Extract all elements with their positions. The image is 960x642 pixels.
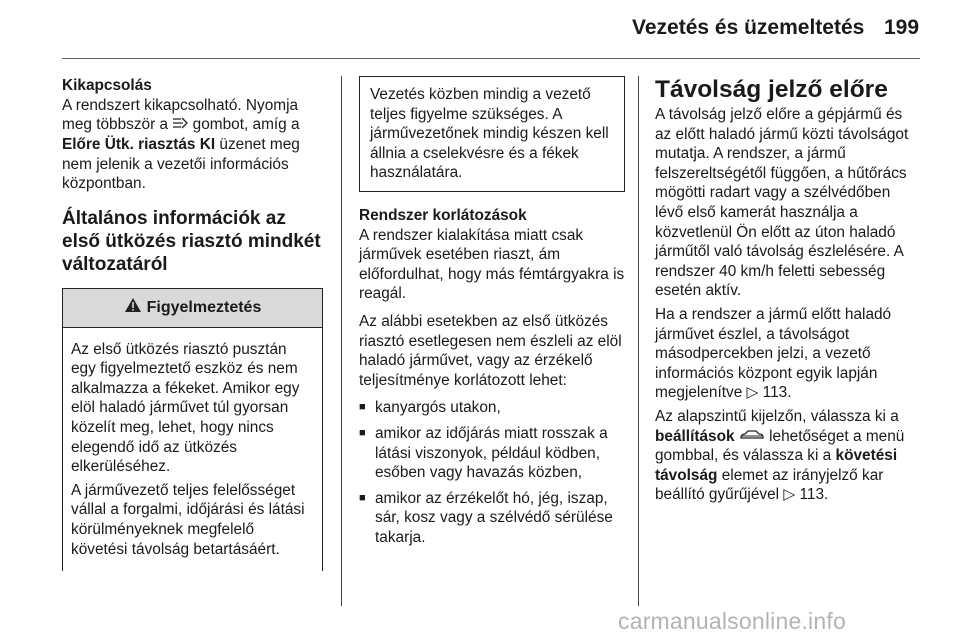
warning-paragraph-2: A járművezető teljes felelősséget vállal a forgalmi, időjárási és látási körülményeknek megfelelő követési távolság betartásáért. xyxy=(71,481,305,558)
section-heading: Általános információk az első ütközés riasztó mindkét változatáról xyxy=(62,207,321,275)
limits-list xyxy=(359,398,625,547)
kikapcsolas-heading: Kikapcsolás xyxy=(62,77,152,94)
kikapcsolas-message: Előre Ütk. riasztás KI xyxy=(62,135,216,153)
page-header-title: Vezetés és üzemeltetés xyxy=(632,16,865,39)
distance-paragraph-1: A távolság jelző előre a gépjármű és az előtt haladó jármű közti távolságot mutatja. A rendszer, a jármű felszereltségétől függően, a hűtőrács mögötti radart vagy a szélvédőben lévő első kamerát használja a közvetlenül Ön előtt az úton haladó járműtől való távolság észlelésére. A rendszer 40 km/h feletti sebesség esetén aktív. xyxy=(655,106,909,300)
warning-box xyxy=(62,288,323,572)
warning-title: Figyelmeztetés xyxy=(146,298,262,316)
list-item: ■ amikor az érzékelőt hó, jég, iszap, sár, kosz vagy a szélvédő sérülése takarja. xyxy=(359,489,625,548)
page-number: 199 xyxy=(884,16,920,39)
page-reference-arrow-icon: ▷ xyxy=(783,486,796,504)
warning-body xyxy=(63,328,322,572)
limits-paragraph-1: A rendszer kialakítása miatt csak járművek esetében riaszt, ám előfordulhat, hogy más fémtárgyakra is reagál. xyxy=(359,226,625,303)
distance-p2-text: Ha a rendszer a jármű előtt haladó járművet észlel, a távolságot másodpercekben jelzi, a vezető információs központ egyik lapján megjelenítve xyxy=(655,305,892,402)
limits-paragraph-2: Az alábbi esetekben az első ütközés riasztó esetlegesen nem észleli az elöl haladó járművet, vagy az érzékelő teljesítménye korlátozott lehet: xyxy=(359,312,622,389)
column-divider-2 xyxy=(638,76,639,606)
distance-p3-text-b: lehetőséget a menü gombbal, és válassza ki a xyxy=(655,427,905,465)
column-3 xyxy=(655,76,921,509)
distance-p3-text-a: Az alapszintű kijelzőn, válassza ki a xyxy=(655,407,899,425)
page-reference-link[interactable]: 113. xyxy=(762,384,792,402)
warning-paragraph-1: Az első ütközés riasztó pusztán egy figyelmeztető eszköz és nem alkalmazza a fékeket. Amikor egy elöl haladó járművet túl gyorsan közelít meg, lehet, hogy nincs elegendő idő az ütközés elkerüléséhez. xyxy=(71,340,300,476)
follow-distance-term: követési távolság xyxy=(655,447,898,484)
kikapcsolas-text-2: gombot, amíg a xyxy=(188,116,300,134)
distance-paragraph-2 xyxy=(655,305,921,403)
list-item: ■ kanyargós utakon, xyxy=(359,398,625,418)
list-item: ■ amikor az időjárás miatt rosszak a látási viszonyok, például ködben, esőben vagy havazás közben, xyxy=(359,424,625,483)
column-divider-1 xyxy=(341,76,342,606)
follow-distance-button-icon xyxy=(172,115,188,135)
settings-car-icon xyxy=(739,427,765,447)
header-divider xyxy=(62,58,920,59)
distance-p3-text-c: elemet az irányjelző kar beállító gyűrűjével xyxy=(655,466,884,504)
note-text: Vezetés közben mindig a vezető teljes figyelme szükséges. A járművezetőnek mindig készen kell állnia a cselekvésre és a fékek használatára. xyxy=(370,86,609,182)
column-2 xyxy=(359,76,625,553)
settings-term: beállítások xyxy=(655,427,735,445)
page-reference-arrow-icon: ▷ xyxy=(746,384,759,402)
kikapcsolas-paragraph xyxy=(62,96,324,194)
kikapcsolas-text-3: üzenet meg nem jelenik a vezetői információs központban. xyxy=(62,135,300,193)
warning-header xyxy=(63,289,322,328)
distance-paragraph-3 xyxy=(655,407,921,505)
limits-heading: Rendszer korlátozások xyxy=(359,206,527,224)
page-reference-link[interactable]: 113. xyxy=(799,486,829,504)
distance-heading: Távolság jelző előre xyxy=(655,76,888,103)
warning-triangle-icon xyxy=(124,297,142,319)
column-1 xyxy=(62,76,324,571)
kikapcsolas-text-1: A rendszert kikapcsolható. Nyomja meg többször a xyxy=(62,96,299,134)
watermark: carmanualsonline.info xyxy=(618,608,846,634)
note-box xyxy=(359,76,625,192)
